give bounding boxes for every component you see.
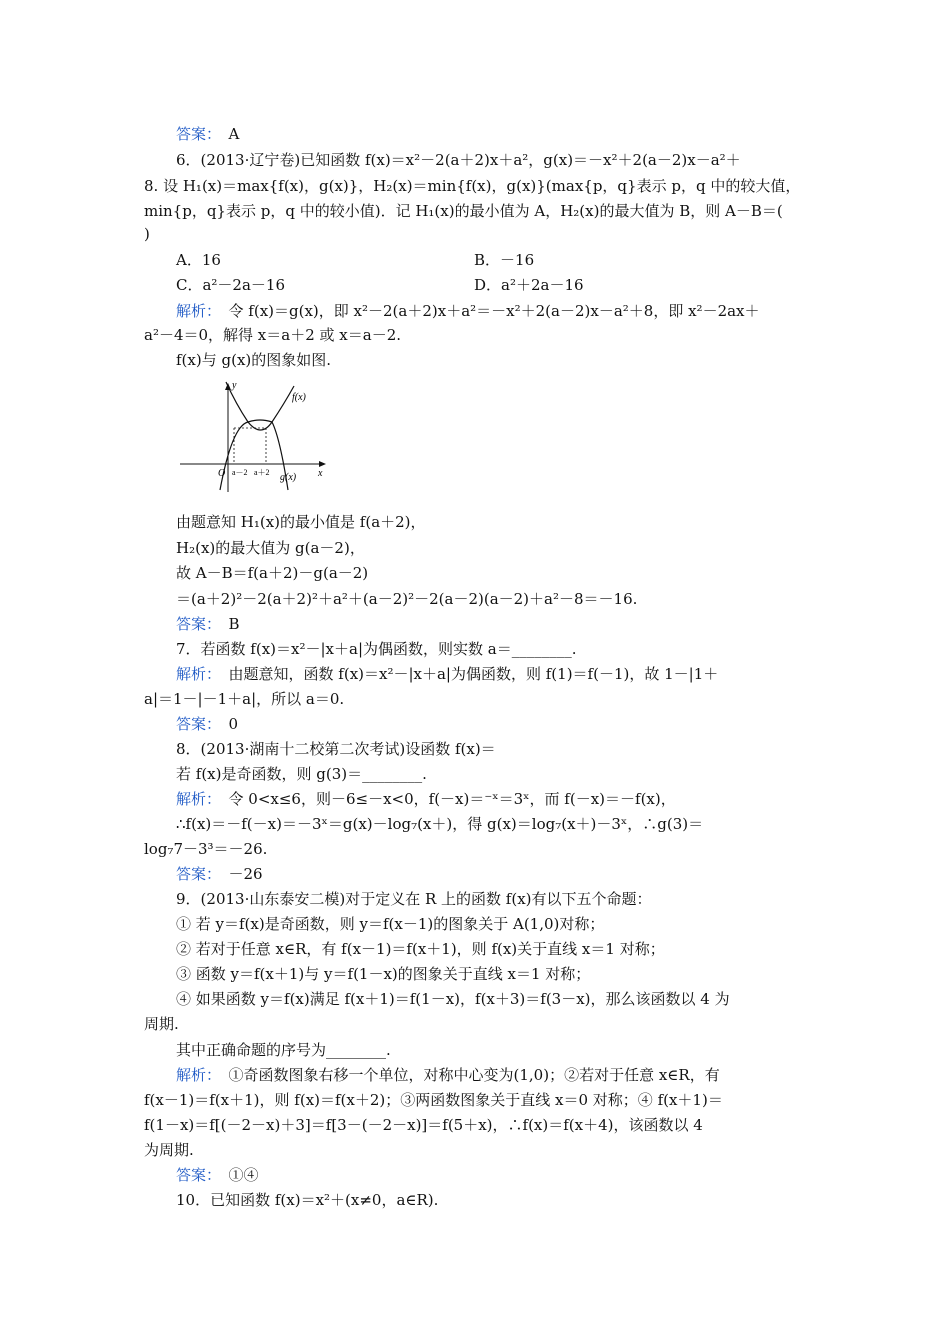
text-line [176,789,676,809]
origin-label: O [218,468,226,479]
line-text: 令 0<x≤6，则－6≤－x<0，f(－x)＝⁻ˣ＝3ˣ，而 f(－x)＝－f(x)， [213,790,676,808]
line-text: 若 f(x)是奇函数，则 g(3)＝________. [176,765,427,783]
tick-left-label: a－2 [232,468,248,477]
function-graph [176,378,336,496]
x-axis-arrow [319,461,326,467]
line-label: 答案： [176,125,214,143]
tick-right-label: a＋2 [254,468,270,477]
text-line [144,839,267,859]
text-line [176,250,221,270]
f-label: f(x) [292,392,306,403]
text-line [176,964,590,984]
text-line [144,176,800,196]
line-text: min{p，q}表示 p，q 中的较小值)．记 H₁(x)的最小值为 A，H₂(x)的最大值为 B，则 A－B＝( [144,202,783,220]
text-line [176,814,703,834]
line-text: a|＝1－|－1＋a|，所以 a＝0. [144,690,345,708]
text-line [176,614,240,634]
text-line [176,989,730,1009]
line-text: ) [144,225,150,243]
text-line [176,350,331,370]
line-text: 为周期. [144,1141,194,1159]
line-text: 10．已知函数 f(x)＝x²＋(x≠0，a∈R). [176,1191,439,1209]
text-line [176,124,239,144]
text-line [176,889,652,909]
line-text: 由题意知，函数 f(x)＝x²－|x＋a|为偶函数，则 f(1)＝f(－1)，故 1－|1＋ [213,665,719,683]
text-line [176,939,665,959]
line-text: 令 f(x)＝g(x)，即 x²－2(a＋2)x＋a²＝－x²＋2(a－2)x－a²＋8，即 x²－2ax＋ [213,302,760,320]
text-line [144,689,344,709]
line-label: 答案： [176,1166,214,1184]
text-line [176,1040,391,1060]
text-line [474,275,584,295]
text-line [176,664,718,684]
text-line [144,1140,194,1160]
line-text: ③ 函数 y＝f(x＋1)与 y＝f(1－x)的图象关于直线 x＝1 对称； [176,965,591,983]
line-text: 周期. [144,1015,179,1033]
line-text: 其中正确命题的序号为________. [176,1041,391,1059]
text-line [176,589,637,609]
line-text: a²－4＝0，解得 x＝a＋2 或 x＝a－2. [144,326,402,344]
text-line [176,563,368,583]
line-label: 答案： [176,865,214,883]
text-line [176,150,741,170]
line-label: 解析： [176,790,214,808]
line-text: f(1－x)＝f[(－2－x)＋3]＝f[3－(－2－x)]＝f(5＋x)，∴f(x)＝f(x＋4)，该函数以 4 [144,1116,703,1134]
line-text: A．16 [176,251,221,269]
text-line [176,538,365,558]
line-text: f(x－1)＝f(x＋1)，则 f(x)＝f(x＋2)；③两函数图象关于直线 x＝0 对称；④ f(x＋1)＝ [144,1091,723,1109]
text-line [144,201,783,221]
line-text: C．a²－2a－16 [176,276,286,294]
text-line [176,275,285,295]
text-line [144,1115,703,1135]
line-label: 答案： [176,715,214,733]
line-text: D．a²＋2a－16 [474,276,584,294]
line-label: 答案： [176,615,214,633]
text-line [176,739,496,759]
line-text: 由题意知 H₁(x)的最小值是 f(a＋2)， [176,513,426,531]
line-text: ∴f(x)＝－f(－x)＝－3ˣ＝g(x)－log₇(x＋)，得 g(x)＝log₇(x＋)－3ˣ，∴g(3)＝ [176,815,704,833]
line-text: 故 A－B＝f(a＋2)－g(a－2) [176,564,369,582]
text-line [176,864,263,884]
line-text: ①④ [213,1166,259,1184]
line-text: 0 [213,715,239,733]
line-text: H₂(x)的最大值为 g(a－2)， [176,539,365,557]
line-text: ④ 如果函数 y＝f(x)满足 f(x＋1)＝f(1－x)，f(x＋3)＝f(3－x)，那么该函数以 4 为 [176,990,730,1008]
text-line [176,1165,259,1185]
line-text: 7．若函数 f(x)＝x²－|x＋a|为偶函数，则实数 a＝________. [176,640,577,658]
text-line [144,325,401,345]
line-text: 8. 设 H₁(x)＝max{f(x)，g(x)}，H₂(x)＝min{f(x)，g(x)}(max{p，q}表示 p，q 中的较大值， [144,177,801,195]
g-curve [220,420,288,490]
text-line [144,1014,179,1034]
text-line [176,714,238,734]
line-text: 6．(2013·辽宁卷)已知函数 f(x)＝x²－2(a＋2)x＋a²，g(x)＝－x²＋2(a－2)x－a²＋ [176,151,741,169]
text-line [176,764,427,784]
line-label: 解析： [176,665,214,683]
line-text: B．－16 [474,251,535,269]
line-text: B [213,615,240,633]
text-line [176,301,760,321]
line-text: log₇7－3³＝－26. [144,840,268,858]
line-text: 9．(2013·山东泰安二模)对于定义在 R 上的函数 f(x)有以下五个命题： [176,890,652,908]
text-line [176,1065,720,1085]
line-label: 解析： [176,302,214,320]
text-line [176,639,577,659]
text-line [144,224,150,244]
text-line [176,512,426,532]
text-line [176,914,604,934]
line-text: A [213,125,240,143]
g-label: g(x) [280,472,297,483]
line-text: ② 若对于任意 x∈R，有 f(x－1)＝f(x＋1)，则 f(x)关于直线 x＝1 对称； [176,940,665,958]
line-text: 8．(2013·湖南十二校第二次考试)设函数 f(x)＝ [176,740,496,758]
y-label: y [232,380,237,391]
text-line [176,1190,438,1210]
line-text: －26 [213,865,263,883]
line-text: ＝(a＋2)²－2(a＋2)²＋a²＋(a－2)²－2(a－2)(a－2)＋a²－8＝－16. [176,590,638,608]
line-label: 解析： [176,1066,214,1084]
text-line [474,250,534,270]
text-line [144,1090,723,1110]
line-text: ①奇函数图象右移一个单位，对称中心变为(1,0)；②若对于任意 x∈R，有 [213,1066,720,1084]
line-text: f(x)与 g(x)的图象如图. [176,351,332,369]
line-text: ① 若 y＝f(x)是奇函数，则 y＝f(x－1)的图象关于 A(1,0)对称； [176,915,605,933]
x-label: x [318,468,323,479]
